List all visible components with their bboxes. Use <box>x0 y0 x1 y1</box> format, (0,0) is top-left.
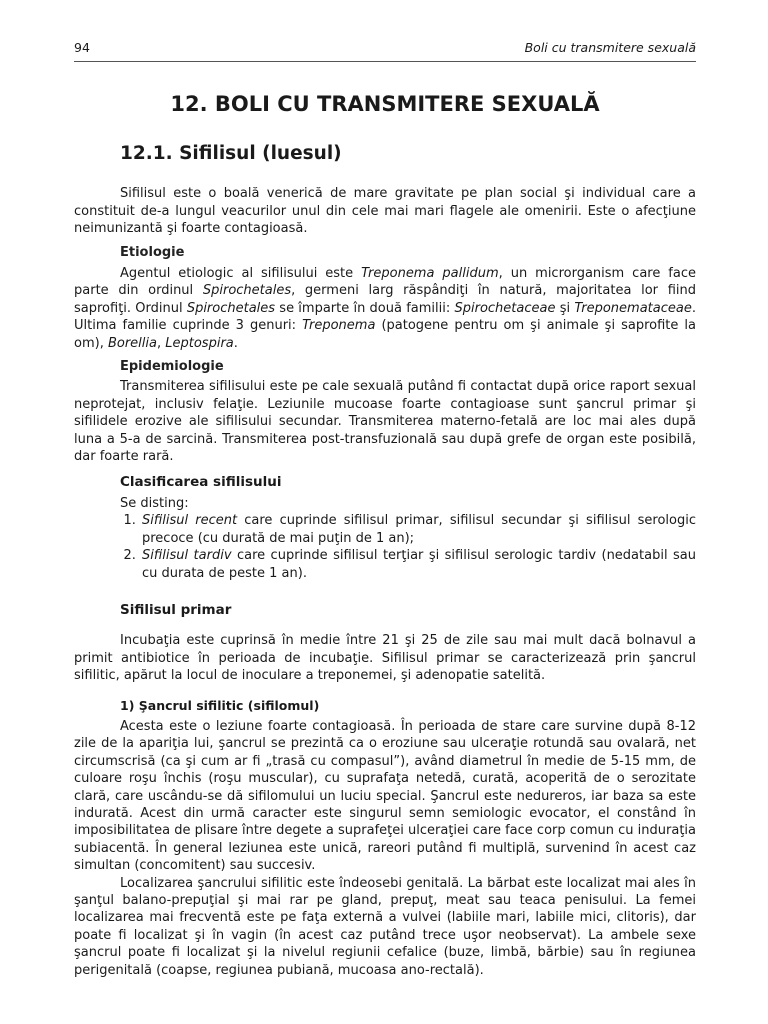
list-item: 1. Sifilisul recent care cuprinde sifilisul primar, sifilisul secundar şi sifilisul serologic precoce (cu durată de mai puţin de 1 an); <box>140 512 696 547</box>
running-title: Boli cu transmitere sexuală <box>524 40 696 55</box>
epidemiologie-paragraph: Transmiterea sifilisului este pe cale sexuală putând fi contactat după orice raport sexual neprotejat, inclusiv felaţie. Leziunile mucoase foarte contagioase sunt şancrul primar şi sifilidele erozive ale sifilisului secundar. Transmiterea materno-fetală are loc mai ales după luna a 5-a de sarcină. Transmiterea post-transfuzională sau după grefe de organ este posibilă, dar foarte rară. <box>74 379 696 465</box>
primar-paragraph: Incubaţia este cuprinsă în medie între 21 şi 25 de zile sau mai mult dacă bolnavul a primit antibiotice în perioada de incubaţie. Sifilisul primar se caracterizează prin şancrul sifilitic, apărut la locul de inoculare a treponemei, şi adenopatie satelită. <box>74 633 696 684</box>
sancru-paragraph-1: Acesta este o leziune foarte contagioasă. În perioada de stare care survine după 8-12 zile de la apariţia lui, şancrul se prezintă ca o eroziune sau ulceraţie rotundă sau ovalară, net circumscrisă (ca şi cum ar fi „trasă cu compasul”), având diametrul în medie de 5-15 mm, de culoare roşu închis (roşu muscular), cu suprafaţa netedă, curată, acoperită de o serozitate clară, care uscându-se dă sifilomului un luciu special. Şancrul este nedureros, iar baza sa este indurată. Acest din urmă caracter este singurul semn semiologic evocator, el constând în imposibilitatea de plisare între degete a suprafeţei ulceraţiei care face corp comun cu induraţia subiacentă. În general leziunea este unică, rareori putând fi multiplă, survenind în acest caz simultan (concomitent) sau succesiv. <box>74 718 696 874</box>
sancru-paragraph-2: Localizarea şancrului sifilitic este îndeosebi genitală. La bărbat este localizat mai ales în şanţul balano-prepuţial şi mai rar pe gland, prepuţ, meat sau teaca penisului. La femei localizarea mai frecventă este pe faţa externă a vulvei (labiile mari, labiile mici, clitoris), dar poate fi localizat şi în vagin (în acest caz putând trece uşor neobservat). La ambele sexe şancrul poate fi localizat şi la nivelul regiunii cefalice (buze, limbă, bărbie) sau în regiunea perigenitală (coapse, regiunea pubiană, mucoasa ano-rectală). <box>74 875 696 978</box>
section-title: 12.1. Sifilisul (luesul) <box>120 143 342 165</box>
document-page <box>74 40 696 979</box>
epidemiologie-heading: Epidemiologie <box>120 359 224 375</box>
list-item: 2. Sifilisul tardiv care cuprinde sifilisul terţiar şi sifilisul serologic tardiv (nedatabil sau cu durata de peste 1 an). <box>140 547 696 582</box>
etiologie-heading: Etiologie <box>120 244 185 260</box>
clasificare-heading: Clasificarea sifilisului <box>120 474 282 491</box>
page-number: 94 <box>74 40 90 55</box>
chapter-title: 12. BOLI CU TRANSMITERE SEXUALĂ <box>170 92 600 116</box>
running-header <box>74 40 696 62</box>
sancru-heading: 1) Şancrul sifilitic (sifilomul) <box>120 697 320 713</box>
clasificare-lead: Se disting: <box>120 495 189 511</box>
etiologie-paragraph: Agentul etiologic al sifilisului este Treponema pallidum, un microrganism care face parte din ordinul Spirochetales, germeni larg răspândiţi în natură, majoritatea lor fiind saprofiţi. Ordinul Spirochetales se împarte în două familii: Spirochetaceae şi Treponemataceae. Ultima familie cuprinde 3 genuri: Treponema (patogene pentru om şi animale şi saprofite la om), Borellia, Leptospira. <box>74 266 696 351</box>
clasificare-list <box>74 512 696 582</box>
primar-heading: Sifilisul primar <box>120 601 232 618</box>
intro-paragraph: Sifilisul este o boală venerică de mare gravitate pe plan social şi individual care a constituit de-a lungul veacurilor unul din cele mai mari flagele ale omenirii. Este o afecţiune neimunizantă şi foarte contagioasă. <box>74 186 696 237</box>
